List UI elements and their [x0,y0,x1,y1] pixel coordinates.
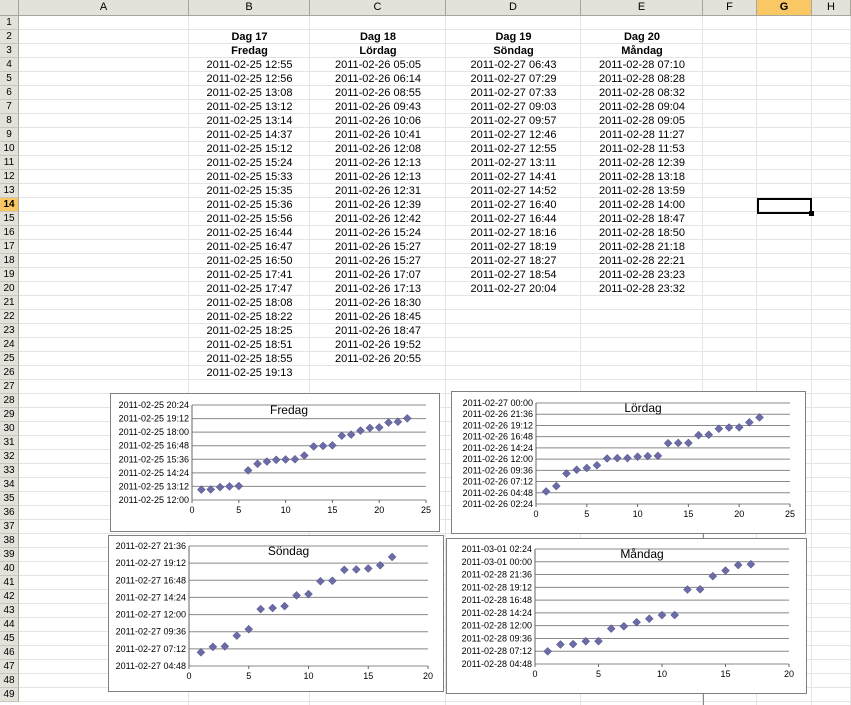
row-header-8[interactable]: 8 [0,114,19,128]
data-point [552,482,560,490]
data-point [735,423,743,431]
y-tick-label: 2011-02-28 16:48 [461,595,532,606]
weekday-header-cell[interactable]: Söndag [493,45,534,57]
column-header-C[interactable]: C [310,0,446,16]
y-tick-label: 2011-02-26 16:48 [462,431,533,442]
data-point [300,452,308,460]
chart-svg [111,394,441,533]
x-tick-label: 15 [720,669,731,679]
y-tick-label: 2011-02-26 04:48 [462,487,533,498]
x-tick-label: 25 [784,509,796,519]
data-point [658,611,666,619]
timestamp-cell[interactable]: 2011-02-28 08:28 [598,73,686,85]
data-point [674,439,682,447]
row-header-44[interactable]: 44 [0,618,19,632]
row-header-35[interactable]: 35 [0,492,19,506]
timestamp-cell[interactable]: 2011-02-27 06:43 [470,59,557,71]
timestamp-cell[interactable]: 2011-02-25 18:22 [206,311,293,323]
x-tick-label: 5 [246,671,252,681]
y-tick-label: 2011-02-26 07:12 [462,476,533,487]
row-header-20[interactable]: 20 [0,282,19,296]
timestamp-cell[interactable]: 2011-02-26 19:52 [334,339,422,351]
y-tick-label: 2011-02-27 21:36 [115,541,186,551]
timestamp-cell[interactable]: 2011-02-27 07:29 [470,73,557,85]
column-header-A[interactable]: A [19,0,189,16]
y-tick-label: 2011-03-01 02:24 [461,544,532,554]
y-tick-label: 2011-02-27 04:48 [115,661,186,671]
fill-handle[interactable] [809,211,814,216]
timestamp-cell[interactable]: 2011-02-28 18:47 [598,213,686,225]
timestamp-cell[interactable]: 2011-02-25 13:12 [206,101,293,113]
timestamp-cell[interactable]: 2011-02-26 17:07 [334,269,422,281]
timestamp-cell[interactable]: 2011-02-28 11:27 [599,129,685,141]
timestamp-cell[interactable]: 2011-02-25 15:56 [206,213,293,225]
chart-svg [447,539,808,695]
x-tick-label: 0 [186,671,192,681]
y-tick-label: 2011-02-26 12:00 [462,454,533,465]
row-header-47[interactable]: 47 [0,660,19,674]
y-tick-label: 2011-02-25 12:00 [118,495,189,505]
row-header-2[interactable]: 2 [0,30,19,44]
row-header-29[interactable]: 29 [0,408,19,422]
timestamp-cell[interactable]: 2011-02-28 22:21 [598,255,686,267]
timestamp-cell[interactable]: 2011-02-25 15:35 [206,185,293,197]
x-tick-label: 5 [584,509,590,519]
data-point [556,640,564,648]
data-point [328,577,336,585]
timestamp-cell[interactable]: 2011-02-26 18:47 [334,325,422,337]
row-header-22[interactable]: 22 [0,310,19,324]
x-tick-label: 10 [656,669,668,679]
row-header-6[interactable]: 6 [0,86,19,100]
row-header-26[interactable]: 26 [0,366,19,380]
data-point [705,431,713,439]
timestamp-cell[interactable]: 2011-02-26 10:41 [334,129,422,141]
row-header-4[interactable]: 4 [0,58,19,72]
data-point [216,483,224,491]
data-point [225,482,233,490]
row-header-7[interactable]: 7 [0,100,19,114]
timestamp-cell[interactable]: 2011-02-28 13:18 [598,171,686,183]
x-tick-label: 0 [532,669,538,679]
y-tick-label: 2011-02-27 00:00 [462,398,533,408]
x-tick-label: 0 [533,509,539,519]
x-tick-label: 10 [303,671,314,681]
row-header-11[interactable]: 11 [0,156,19,170]
timestamp-cell[interactable]: 2011-02-25 15:12 [206,143,293,155]
data-point [696,585,704,593]
timestamp-cell[interactable]: 2011-02-27 12:46 [470,129,557,141]
y-tick-label: 2011-03-01 00:00 [461,556,532,567]
y-tick-label: 2011-02-28 14:24 [461,607,532,618]
data-point [613,454,621,462]
data-point [709,572,717,580]
timestamp-cell[interactable]: 2011-02-27 12:55 [470,143,557,155]
y-tick-label: 2011-02-25 15:36 [118,454,189,465]
data-point [684,439,692,447]
data-point [319,442,327,450]
row-header-40[interactable]: 40 [0,562,19,576]
x-tick-label: 0 [189,505,195,515]
x-tick-label: 5 [595,669,602,679]
timestamp-cell[interactable]: 2011-02-25 12:55 [206,59,293,71]
day-header-cell[interactable]: Dag 19 [495,31,532,43]
y-tick-label: 2011-02-28 21:36 [461,569,532,580]
row-header-41[interactable]: 41 [0,576,19,590]
timestamp-cell[interactable]: 2011-02-27 18:27 [470,255,557,267]
y-tick-label: 2011-02-28 09:36 [461,633,532,644]
data-point [293,591,301,599]
x-tick-label: 10 [280,505,291,515]
data-point [593,461,601,469]
timestamp-cell[interactable]: 2011-02-25 13:14 [206,115,293,127]
timestamp-cell[interactable]: 2011-02-26 17:13 [334,283,422,295]
timestamp-cell[interactable]: 2011-02-28 09:04 [598,101,686,113]
timestamp-cell[interactable]: 2011-02-25 18:25 [206,325,293,337]
y-tick-label: 2011-02-28 12:00 [461,620,532,631]
timestamp-cell[interactable]: 2011-02-25 18:55 [206,353,293,365]
timestamp-cell[interactable]: 2011-02-25 17:41 [206,269,293,281]
data-point [305,590,313,598]
timestamp-cell[interactable]: 2011-02-25 19:13 [206,367,293,379]
row-header-33[interactable]: 33 [0,464,19,478]
row-header-28[interactable]: 28 [0,394,19,408]
data-point [671,611,679,619]
y-tick-label: 2011-02-26 19:12 [462,420,533,431]
select-all-corner[interactable] [0,0,19,16]
row-header-12[interactable]: 12 [0,170,19,184]
timestamp-cell[interactable]: 2011-02-26 12:08 [334,143,422,155]
row-header-17[interactable]: 17 [0,240,19,254]
chart-söndag[interactable] [108,535,444,692]
y-tick-label: 2011-02-27 12:00 [115,609,186,620]
timestamp-cell[interactable]: 2011-02-28 09:05 [598,115,686,127]
active-cell-G14[interactable] [757,198,812,214]
timestamp-cell[interactable]: 2011-02-26 08:55 [334,87,422,99]
row-header-49[interactable]: 49 [0,688,19,702]
chart-lördag[interactable] [451,391,806,534]
row-header-34[interactable]: 34 [0,478,19,492]
timestamp-cell[interactable]: 2011-02-26 12:13 [334,171,422,183]
y-tick-label: 2011-02-28 19:12 [461,582,532,593]
data-point [385,419,393,427]
weekday-header-cell[interactable]: Lördag [359,45,397,57]
column-header-F[interactable]: F [703,0,757,16]
data-point [375,423,383,431]
y-tick-label: 2011-02-25 14:24 [118,467,189,478]
data-point [376,561,384,569]
timestamp-cell[interactable]: 2011-02-28 11:53 [599,143,685,155]
y-tick-label: 2011-02-28 07:12 [461,646,532,657]
timestamp-cell[interactable]: 2011-02-26 12:13 [334,157,422,169]
timestamp-cell[interactable]: 2011-02-27 14:41 [470,171,557,183]
data-point [316,577,324,585]
data-point [291,455,299,463]
data-point [620,622,628,630]
data-point [263,458,271,466]
timestamp-cell[interactable]: 2011-02-28 23:23 [598,269,686,281]
weekday-header-cell[interactable]: Fredag [231,45,268,57]
row-header-9[interactable]: 9 [0,128,19,142]
timestamp-cell[interactable]: 2011-02-25 16:47 [206,241,293,253]
row-header-19[interactable]: 19 [0,268,19,282]
weekday-header-cell[interactable]: Måndag [621,45,663,57]
timestamp-cell[interactable]: 2011-02-28 08:32 [598,87,686,99]
timestamp-cell[interactable]: 2011-02-28 18:50 [598,227,686,239]
row-header-36[interactable]: 36 [0,506,19,520]
data-point [725,424,733,432]
timestamp-cell[interactable]: 2011-02-26 20:55 [334,353,422,365]
data-point [722,567,730,575]
chart-title: Måndag [620,547,664,561]
x-tick-label: 10 [632,509,643,519]
data-point [272,456,280,464]
data-point [282,455,290,463]
chart-title: Lördag [624,401,662,415]
timestamp-cell[interactable]: 2011-02-26 18:45 [334,311,422,323]
timestamp-cell[interactable]: 2011-02-26 12:31 [334,185,422,197]
row-header-45[interactable]: 45 [0,632,19,646]
timestamp-cell[interactable]: 2011-02-27 18:19 [470,241,557,253]
data-point [269,604,277,612]
y-tick-label: 2011-02-27 16:48 [115,575,186,586]
timestamp-cell[interactable]: 2011-02-26 09:43 [334,101,422,113]
row-header-31[interactable]: 31 [0,436,19,450]
timestamp-cell[interactable]: 2011-02-27 20:04 [470,283,557,295]
timestamp-cell[interactable]: 2011-02-27 13:11 [470,157,557,169]
timestamp-cell[interactable]: 2011-02-26 15:24 [334,227,422,239]
timestamp-cell[interactable]: 2011-02-28 14:00 [598,199,686,211]
timestamp-cell[interactable]: 2011-02-25 16:50 [206,255,293,267]
data-point [695,431,703,439]
row-header-48[interactable]: 48 [0,674,19,688]
timestamp-cell[interactable]: 2011-02-27 07:33 [470,87,557,99]
x-tick-label: 15 [363,671,374,681]
data-point [573,466,581,474]
timestamp-cell[interactable]: 2011-02-27 18:54 [470,269,557,281]
row-header-27[interactable]: 27 [0,380,19,394]
x-tick-label: 20 [783,669,795,679]
data-point [235,482,243,490]
timestamp-cell[interactable]: 2011-02-26 05:05 [334,59,422,71]
data-point [281,602,289,610]
timestamp-cell[interactable]: 2011-02-26 06:14 [334,73,422,85]
x-tick-label: 20 [734,509,745,519]
data-point [403,414,411,422]
timestamp-cell[interactable]: 2011-02-25 15:33 [206,171,293,183]
data-point [603,454,611,462]
row-header-46[interactable]: 46 [0,646,19,660]
timestamp-cell[interactable]: 2011-02-27 09:57 [470,115,557,127]
day-header-cell[interactable]: Dag 20 [623,31,661,43]
timestamp-cell[interactable]: 2011-02-27 16:44 [470,213,557,225]
data-point [544,647,552,655]
column-header-D[interactable]: D [446,0,581,16]
column-header-B[interactable]: B [189,0,310,16]
timestamp-cell[interactable]: 2011-02-28 21:18 [598,241,686,253]
timestamp-cell[interactable]: 2011-02-26 15:27 [334,255,422,267]
row-header-30[interactable]: 30 [0,422,19,436]
timestamp-cell[interactable]: 2011-02-25 14:37 [206,129,293,141]
timestamp-cell[interactable]: 2011-02-25 17:47 [206,283,293,295]
y-tick-label: 2011-02-26 02:24 [462,499,533,509]
y-tick-label: 2011-02-26 21:36 [462,409,533,420]
data-point [366,424,374,432]
timestamp-cell[interactable]: 2011-02-28 23:32 [598,283,686,295]
x-tick-label: 15 [327,505,338,515]
y-tick-label: 2011-02-27 19:12 [115,558,186,569]
timestamp-cell[interactable]: 2011-02-25 12:56 [206,73,293,85]
row-header-25[interactable]: 25 [0,352,19,366]
timestamp-cell[interactable]: 2011-02-28 12:39 [598,157,686,169]
chart-title: Fredag [269,403,309,417]
timestamp-cell[interactable]: 2011-02-25 16:44 [206,227,293,239]
data-point [257,605,265,613]
data-point [388,553,396,561]
row-header-43[interactable]: 43 [0,604,19,618]
column-header-H[interactable]: H [812,0,851,16]
y-tick-label: 2011-02-27 09:36 [115,626,186,637]
row-header-38[interactable]: 38 [0,534,19,548]
timestamp-cell[interactable]: 2011-02-25 18:08 [206,297,293,309]
timestamp-cell[interactable]: 2011-02-25 15:24 [206,157,293,169]
data-point [645,615,653,623]
y-tick-label: 2011-02-27 07:12 [115,643,186,654]
timestamp-cell[interactable]: 2011-02-26 18:30 [334,297,422,309]
row-header-37[interactable]: 37 [0,520,19,534]
data-point [623,454,631,462]
row-header-42[interactable]: 42 [0,590,19,604]
data-point [364,565,372,573]
row-header-32[interactable]: 32 [0,450,19,464]
y-tick-label: 2011-02-25 19:12 [118,413,189,424]
data-point [664,439,672,447]
x-tick-label: 25 [420,505,432,515]
timestamp-cell[interactable]: 2011-02-26 15:27 [334,241,422,253]
data-point [352,565,360,573]
data-point [328,441,336,449]
y-tick-label: 2011-02-25 13:12 [118,481,189,492]
chart-title: Söndag [267,544,310,558]
y-tick-label: 2011-02-28 04:48 [461,659,532,669]
data-point [209,643,217,651]
data-point [254,460,262,468]
data-point [683,586,691,594]
timestamp-cell[interactable]: 2011-02-28 07:10 [598,59,686,71]
x-tick-label: 15 [683,509,694,519]
row-header-24[interactable]: 24 [0,338,19,352]
column-header-E[interactable]: E [581,0,703,16]
row-header-39[interactable]: 39 [0,548,19,562]
row-header-23[interactable]: 23 [0,324,19,338]
row-header-21[interactable]: 21 [0,296,19,310]
chart-fredag[interactable] [110,393,440,532]
y-tick-label: 2011-02-26 09:36 [462,465,533,476]
y-tick-label: 2011-02-25 16:48 [118,440,189,451]
day-header-cell[interactable]: Dag 18 [359,31,397,43]
timestamp-cell[interactable]: 2011-02-26 10:06 [334,115,422,127]
timestamp-cell[interactable]: 2011-02-28 13:59 [598,185,686,197]
chart-svg [452,392,807,535]
y-tick-label: 2011-02-25 20:24 [118,400,189,410]
data-point [633,618,641,626]
timestamp-cell[interactable]: 2011-02-27 16:40 [470,199,557,211]
row-header-15[interactable]: 15 [0,212,19,226]
row-header-16[interactable]: 16 [0,226,19,240]
timestamp-cell[interactable]: 2011-02-27 14:52 [470,185,557,197]
data-point [569,640,577,648]
row-header-13[interactable]: 13 [0,184,19,198]
row-header-3[interactable]: 3 [0,44,19,58]
row-header-10[interactable]: 10 [0,142,19,156]
chart-måndag[interactable] [446,538,807,694]
row-header-1[interactable]: 1 [0,16,19,30]
timestamp-cell[interactable]: 2011-02-26 12:42 [334,213,422,225]
timestamp-cell[interactable]: 2011-02-25 13:08 [206,87,293,99]
row-header-14[interactable]: 14 [0,198,19,212]
x-tick-label: 5 [236,505,242,515]
data-point [338,432,346,440]
timestamp-cell[interactable]: 2011-02-26 12:39 [334,199,422,211]
y-tick-label: 2011-02-26 14:24 [462,442,533,453]
x-tick-label: 20 [422,671,434,681]
timestamp-cell[interactable]: 2011-02-27 09:03 [470,101,557,113]
row-header-5[interactable]: 5 [0,72,19,86]
data-point [310,442,318,450]
data-point [340,566,348,574]
chart-svg [109,536,445,693]
timestamp-cell[interactable]: 2011-02-25 15:36 [206,199,293,211]
data-point [197,648,205,656]
day-header-cell[interactable]: Dag 17 [231,31,268,43]
timestamp-cell[interactable]: 2011-02-27 18:16 [470,227,557,239]
data-point [233,632,241,640]
data-point [542,487,550,495]
row-header-18[interactable]: 18 [0,254,19,268]
timestamp-cell[interactable]: 2011-02-25 18:51 [206,339,293,351]
data-point [356,427,364,435]
x-tick-label: 20 [374,505,385,515]
y-tick-label: 2011-02-25 18:00 [118,427,189,438]
y-tick-label: 2011-02-27 14:24 [115,592,186,603]
column-header-G[interactable]: G [757,0,812,16]
